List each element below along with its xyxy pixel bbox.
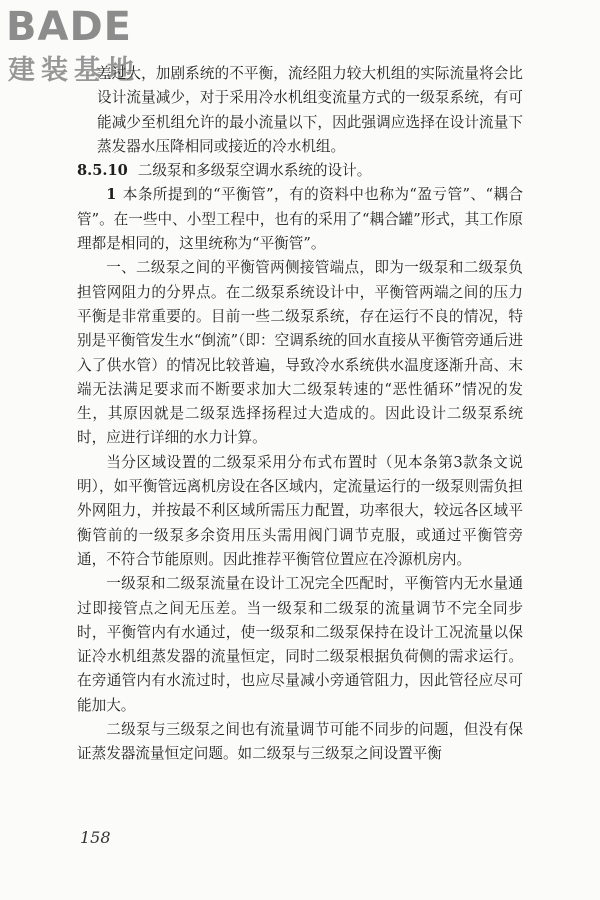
section-heading [77, 159, 523, 183]
page-body [77, 62, 523, 767]
page-number: 158 [80, 828, 111, 847]
paragraph-continuation: 差过大，加剧系统的不平衡，流经阻力较大机组的实际流量将会比设计流量减少，对于采用冷水机组变流量方式的一级泵系统，有可能减少至机组允许的最小流量以下，因此强调应选择在设计流量下蒸发器水压降相同或接近的冷水机组。 [97, 65, 523, 155]
paragraph-distributed-layout: 当分区域设置的二级泵采用分布式布置时（见本条第3款条文说明），如平衡管远离机房设在各区域内，定流量运行的一级泵则需负担外网阻力，并按最不利区域所需压力配置，功率很大，较远各区域平衡管前的一级泵多余资用压头需用阀门调节克服，或通过平衡管旁通，不符合节能原则。因此推荐平衡管位置应在冷源机房内。 [77, 453, 523, 568]
paragraph-balance-pipe: 一、二级泵之间的平衡管两侧接管端点，即为一级泵和二级泵负担管网阻力的分界点。在二级泵系统设计中，平衡管两端之间的压力平衡是非常重要的。目前一些二级泵系统，存在运行不良的情况，特别是平衡管发生水“倒流”（即：空调系统的回水直接从平衡管旁通后进入了供水管）的情况比较普遍，导致冷水系统供水温度逐渐升高、末端无法满足要求而不断要求加大二级泵转速的“恶性循环”情况的发生，其原因就是二级泵选择扬程过大造成的。因此设计二级泵系统时，应进行详细的水力计算。 [77, 259, 523, 447]
watermark-logo-text: BADE [6, 4, 132, 50]
clause-paragraph [77, 183, 523, 256]
section-title: 二级泵和多级泵空调水系统的设计。 [137, 162, 372, 180]
clause-number: 1 [106, 186, 117, 204]
clause-text: 本条所提到的“平衡管”，有的资料中也称为“盈亏管”、“耦合管”。在一些中、小型工程中，也有的采用了“耦合罐”形式，其工作原理都是相同的，这里统称为“平衡管”。 [77, 186, 523, 253]
watermark-logo-subtext: 建装基地 [8, 55, 140, 86]
paragraph-flow-matching: 一级泵和二级泵流量在设计工况完全匹配时，平衡管内无水量通过即接管点之间无压差。当一级泵和二级泵的流量调节不完全同步时，平衡管内有水通过，使一级泵和二级泵保持在设计工况流量以保证冷水机组蒸发器的流量恒定，同时二级泵根据负荷侧的需求运行。在旁通管内有水流过时，也应尽量减小旁通管阻力，因此管径应尽可能加大。 [77, 575, 523, 714]
section-number: 8.5.10 [77, 162, 128, 180]
paragraph-tertiary-pump: 二级泵与三级泵之间也有流量调节可能不同步的问题，但没有保证蒸发器流量恒定问题。如二级泵与三级泵之间设置平衡 [77, 721, 523, 763]
